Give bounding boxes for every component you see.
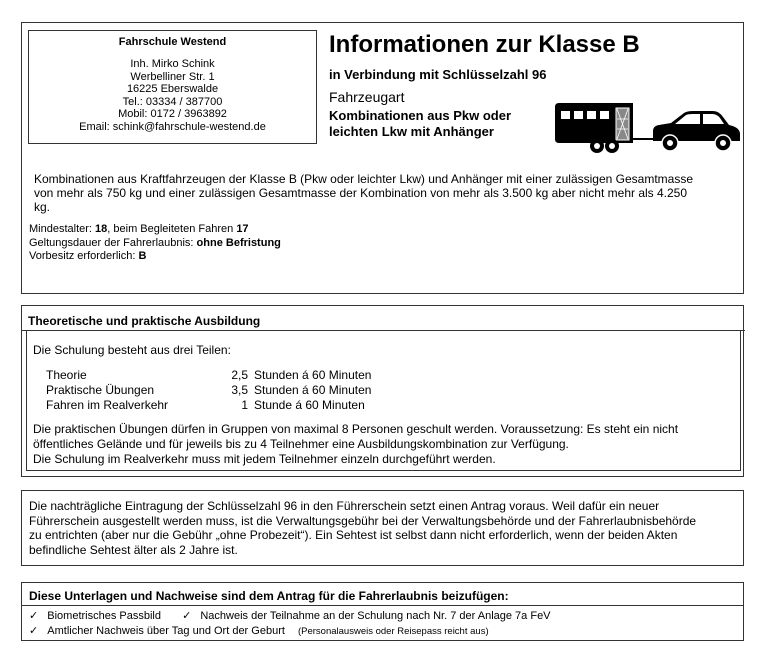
class-description <box>34 172 740 214</box>
training-paragraph-line2: öffentliches Gelände und für jeweils bis zu 4 Teilnehmer eine Ausbildungskombination zur Verfügung. <box>33 437 569 451</box>
trailer-icon <box>555 103 653 153</box>
school-city: 16225 Eberswalde <box>126 83 219 95</box>
training-paragraph-line1: Die praktischen Übungen dürfen in Gruppen von maximal 8 Personen geschult werden. Voraussetzung: Es steht ein nicht <box>33 422 679 436</box>
car-icon <box>653 111 740 151</box>
description-line1: Kombinationen aus Kraftfahrzeugen der Klasse B (Pkw oder leichter Lkw) und Anhänger mit einer zulässigen Gesamtmasse <box>34 172 694 186</box>
document-row-2 <box>29 625 489 638</box>
training-part-amount: 1 <box>241 398 248 412</box>
vehicle-type-label: Fahrzeugart <box>329 89 405 105</box>
min-age-accompanied-value: 17 <box>236 223 249 235</box>
description-line2: von mehr als 750 kg und einer zulässigen Gesamtmasse der Kombination von mehr als 3.500 kg aber nicht mehr als 4.250 <box>34 186 688 200</box>
document-passport-photo: Biometrisches Passbild <box>47 610 161 622</box>
training-paragraph <box>33 422 678 467</box>
document-birth-proof-note: (Personalausweis oder Reisepass reicht aus) <box>297 626 489 637</box>
page-subtitle: in Verbindung mit Schlüsselzahl 96 <box>329 67 547 82</box>
vehicle-type-description <box>329 108 511 140</box>
validity-value: ohne Befristung <box>196 236 281 249</box>
document-birth-proof: Amtlicher Nachweis über Tag und Ort der Geburt <box>47 625 285 637</box>
vehicle-type-line2: leichten Lkw mit Anhänger <box>329 124 494 139</box>
note-line1: Die nachträgliche Eintragung der Schlüsselzahl 96 in den Führerschein setzt einen Antrag voraus. Weil dafür ein neuer <box>29 499 660 513</box>
checkmark-icon: ✓ <box>182 610 192 622</box>
checkmark-icon: ✓ <box>29 625 39 637</box>
training-part-row <box>46 368 371 383</box>
school-email: Email: schink@fahrschule-westend.de <box>79 120 266 133</box>
vehicle-type-line1: Kombinationen aus Pkw oder <box>329 108 512 123</box>
training-part-name: Praktische Übungen <box>46 383 155 397</box>
required-documents-heading: Diese Unterlagen und Nachweise sind dem Antrag für die Fahrerlaubnis beizufügen: <box>29 589 509 603</box>
page-title: Informationen zur Klasse B <box>329 31 640 58</box>
training-part-amount: 2,5 <box>231 368 248 382</box>
license-entry-note <box>29 499 696 557</box>
training-part-amount: 3,5 <box>231 383 248 397</box>
checkmark-icon: ✓ <box>29 610 39 622</box>
training-part-unit: Stunden á 60 Minuten <box>254 383 372 397</box>
school-name: Fahrschule Westend <box>118 36 227 48</box>
training-parts-table <box>46 368 371 413</box>
note-line4: befindliche Sehtest älter als 2 Jahre ist. <box>29 542 238 557</box>
min-age-row: Mindestalter: 18, beim Begleiteten Fahren 17 <box>29 223 249 235</box>
training-part-unit: Stunde á 60 Minuten <box>254 398 365 412</box>
description-line3: kg. <box>34 200 51 214</box>
note-line3: zu entrichten (aber nur die Gebühr „ohne Probezeit“). Ein Sehtest ist selbst dann nicht erforderlich, wenn der beiden Akten <box>29 528 678 542</box>
school-owner: Inh. Mirko Schink <box>130 58 215 70</box>
driving-school-address-box <box>28 30 317 144</box>
prerequisite-row: Vorbesitz erforderlich: B <box>29 250 147 262</box>
school-mobile: Mobil: 0172 / 3963892 <box>118 108 227 120</box>
document-row-1 <box>29 610 551 623</box>
training-part-row <box>46 398 371 413</box>
car-with-trailer-illustration <box>553 99 743 157</box>
training-part-row <box>46 383 371 398</box>
training-paragraph-line3: Die Schulung im Realverkehr muss mit jedem Teilnehmer einzeln durchgeführt werden. <box>33 452 496 466</box>
requirements-list <box>29 223 281 264</box>
training-heading: Theoretische und praktische Ausbildung <box>28 314 261 328</box>
training-part-unit: Stunden á 60 Minuten <box>254 368 372 382</box>
training-part-name: Fahren im Realverkehr <box>46 398 169 412</box>
training-part-name: Theorie <box>46 368 87 382</box>
training-lead: Die Schulung besteht aus drei Teilen: <box>33 343 231 357</box>
prerequisite-value: B <box>138 250 147 262</box>
school-street: Werbelliner Str. 1 <box>130 70 215 83</box>
document-training-proof: Nachweis der Teilnahme an der Schulung nach Nr. 7 der Anlage 7a FeV <box>200 610 551 622</box>
note-line2: Führerschein ausgestellt werden muss, ist die Verwaltungsgebühr bei der Verwaltungsbehörde und der Fahrerlaubnisbehörde <box>29 513 697 528</box>
validity-row: Geltungsdauer der Fahrerlaubnis: ohne Befristung <box>29 236 281 249</box>
school-phone: Tel.: 03334 / 387700 <box>122 95 223 108</box>
min-age-value: 18 <box>95 223 108 235</box>
required-documents-rule <box>21 605 744 606</box>
